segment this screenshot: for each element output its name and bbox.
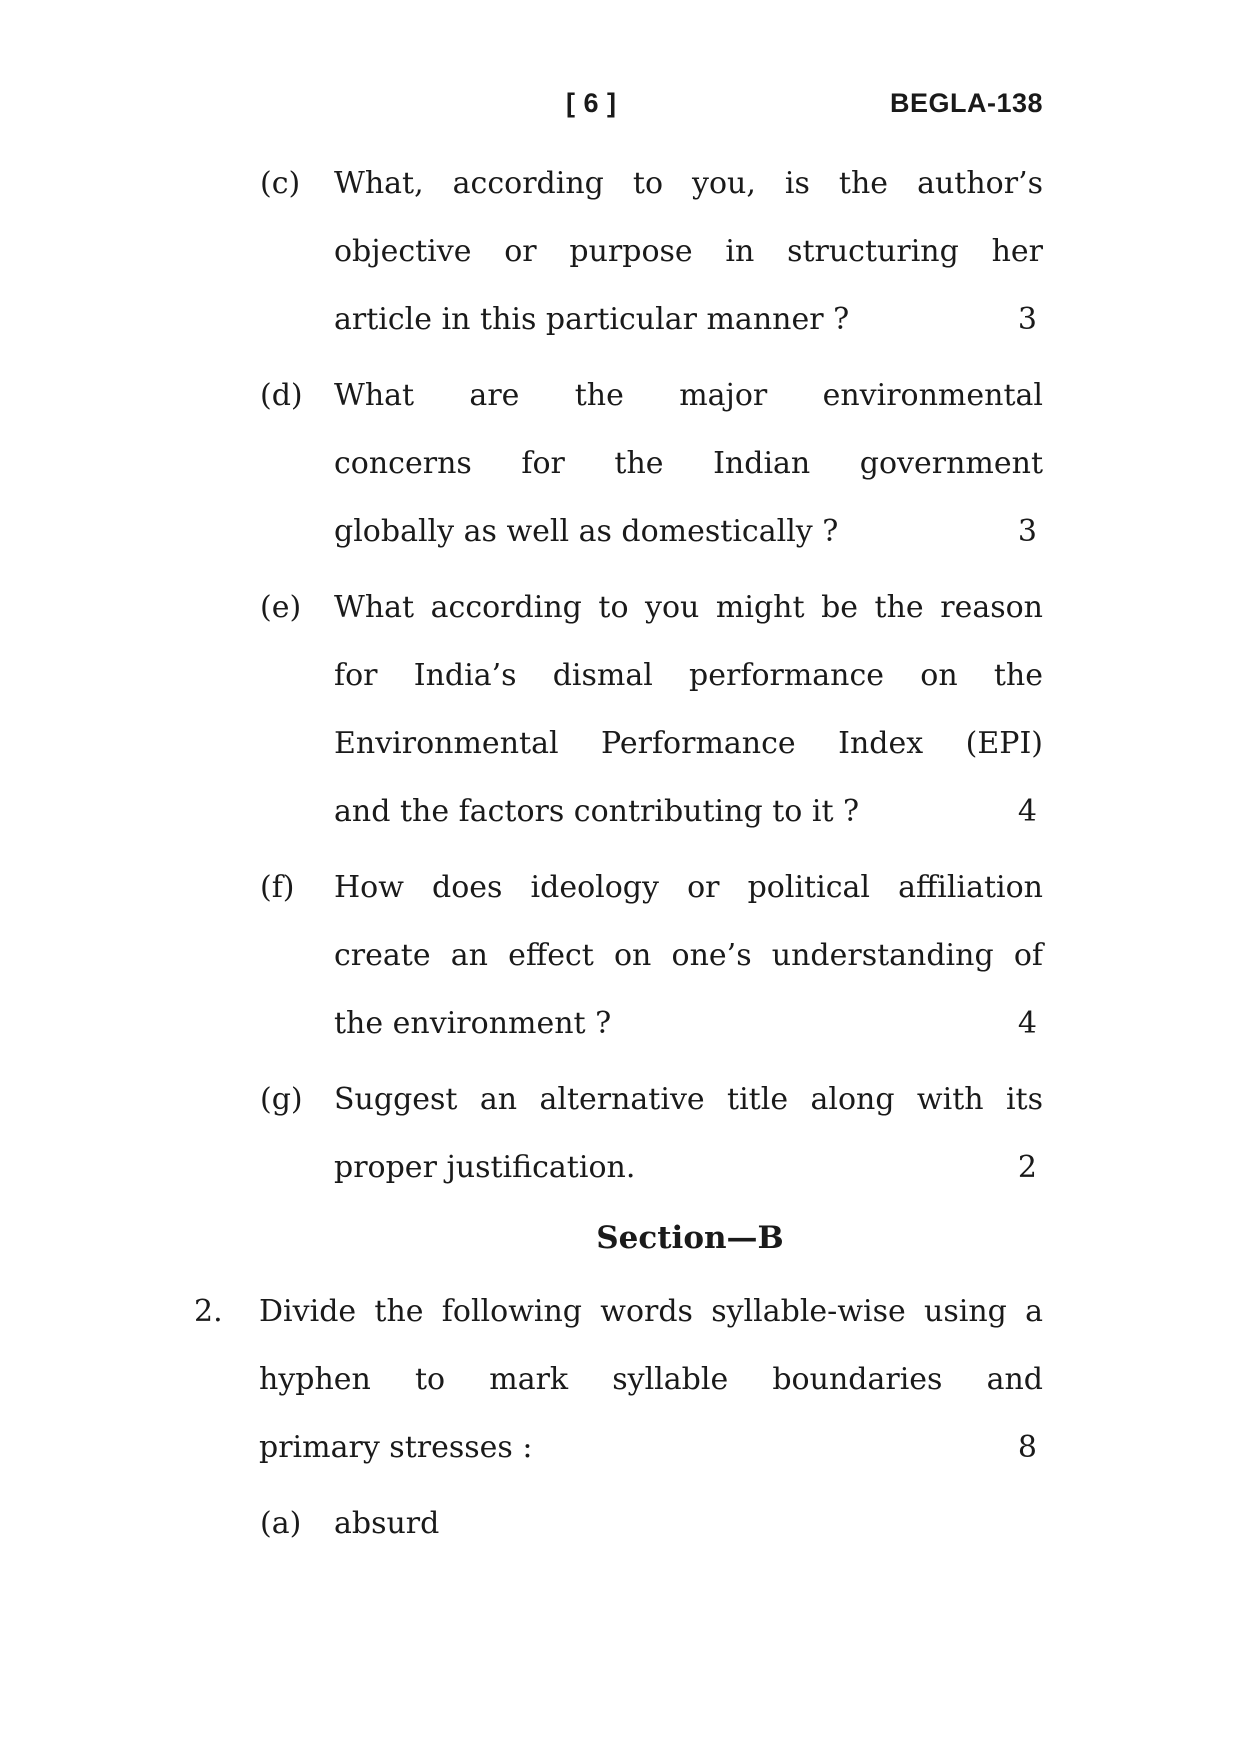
word-text: absurd	[334, 1506, 440, 1541]
question-line: Environmental Performance Index (EPI)	[334, 726, 1043, 761]
question-d	[260, 362, 1043, 566]
question-line: How does ideology or political affiliation	[334, 870, 1043, 905]
marks: 3	[1017, 514, 1037, 549]
marks: 4	[1017, 794, 1037, 829]
question-g	[260, 1066, 1043, 1202]
question-e	[260, 574, 1043, 846]
question-last-line	[334, 286, 1043, 354]
marks: 8	[1017, 1430, 1037, 1465]
item-label: (a)	[260, 1506, 302, 1541]
question-label: (f)	[260, 870, 295, 905]
question-line: create an effect on one’s understanding of	[334, 938, 1043, 973]
marks: 3	[1017, 302, 1037, 337]
question-line: objective or purpose in structuring her	[334, 234, 1043, 269]
question-line: and the factors contributing to it ?	[334, 794, 860, 829]
question-label: (e)	[260, 590, 302, 625]
paper-code: BEGLA-138	[889, 88, 1043, 118]
question-label: (d)	[260, 378, 303, 413]
section-title: Section—B	[596, 1220, 784, 1256]
question-line: globally as well as domestically ?	[334, 514, 839, 549]
question-line: for India’s dismal performance on the	[334, 658, 1043, 693]
marks: 2	[1017, 1150, 1037, 1185]
question-line: the environment ?	[334, 1006, 612, 1041]
question-last-line	[334, 778, 1043, 846]
question-last-line	[259, 1414, 1043, 1482]
question-last-line	[334, 990, 1043, 1058]
question-label: (c)	[260, 166, 301, 201]
question-line: Divide the following words syllable-wise using a	[259, 1294, 1043, 1329]
question-f	[260, 854, 1043, 1058]
page-number: [ 6 ]	[566, 88, 617, 118]
question-line: primary stresses :	[259, 1430, 533, 1465]
question-line: What according to you might be the reason	[334, 590, 1043, 625]
question-line: What, according to you, is the author’s	[334, 166, 1043, 201]
question-line: hyphen to mark syllable boundaries and	[259, 1362, 1043, 1397]
question-number: 2.	[194, 1294, 223, 1329]
question-last-line	[334, 1134, 1043, 1202]
question-line: article in this particular manner ?	[334, 302, 850, 337]
question-last-line	[334, 498, 1043, 566]
question-line: Suggest an alternative title along with its	[334, 1082, 1043, 1117]
question-c	[260, 150, 1043, 354]
page-body	[0, 150, 1241, 1558]
marks: 4	[1017, 1006, 1037, 1041]
word-item-a	[260, 1490, 1043, 1558]
question-line: What are the major environmental	[334, 378, 1043, 413]
question-label: (g)	[260, 1082, 303, 1117]
question-2	[194, 1278, 1043, 1482]
question-line: concerns for the Indian government	[334, 446, 1043, 481]
question-line: proper justification.	[334, 1150, 636, 1185]
